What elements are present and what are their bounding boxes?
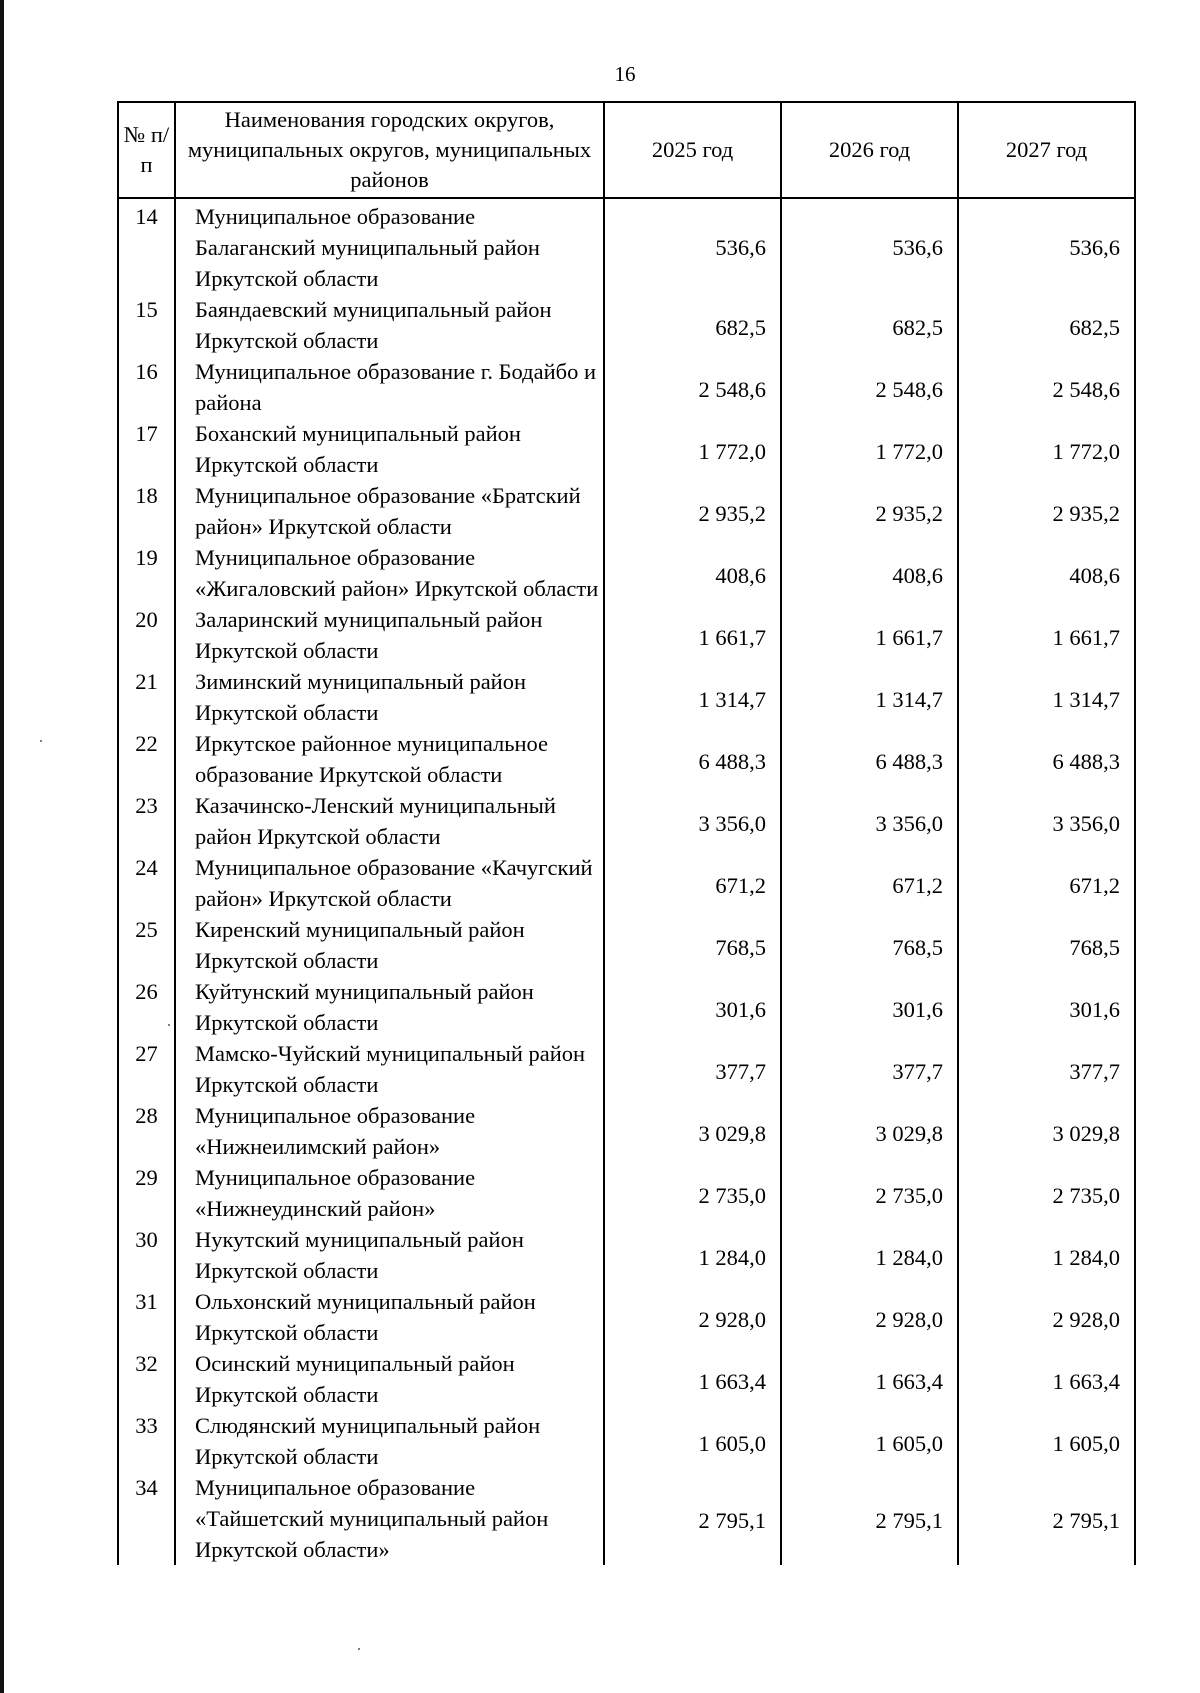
table-row	[118, 852, 1135, 914]
value-2027: 6 488,3	[958, 728, 1135, 790]
row-num: 31	[118, 1286, 175, 1348]
value-2027: 536,6	[958, 198, 1135, 294]
row-num: 20	[118, 604, 175, 666]
value-2026: 1 663,4	[781, 1348, 958, 1410]
row-num: 32	[118, 1348, 175, 1410]
table-row	[118, 480, 1135, 542]
row-num: 27	[118, 1038, 175, 1100]
row-num: 19	[118, 542, 175, 604]
row-name: Муниципальное образование «Братский район» Иркутской области	[175, 480, 604, 542]
value-2027: 3 356,0	[958, 790, 1135, 852]
value-2026: 2 795,1	[781, 1472, 958, 1565]
table-row	[118, 1100, 1135, 1162]
row-name: Муниципальное образование «Нижнеилимский район»	[175, 1100, 604, 1162]
value-2025: 2 928,0	[604, 1286, 781, 1348]
table-row	[118, 1162, 1135, 1224]
value-2027: 408,6	[958, 542, 1135, 604]
value-2027: 682,5	[958, 294, 1135, 356]
row-num: 28	[118, 1100, 175, 1162]
row-name: Муниципальное образование «Качугский район» Иркутской области	[175, 852, 604, 914]
value-2027: 1 605,0	[958, 1410, 1135, 1472]
value-2027: 301,6	[958, 976, 1135, 1038]
value-2026: 1 605,0	[781, 1410, 958, 1472]
value-2025: 768,5	[604, 914, 781, 976]
data-table	[117, 101, 1136, 1565]
header-2027: 2027 год	[958, 102, 1135, 198]
value-2025: 2 735,0	[604, 1162, 781, 1224]
value-2027: 1 772,0	[958, 418, 1135, 480]
row-name: Муниципальное образование «Жигаловский район» Иркутской области	[175, 542, 604, 604]
row-name: Зиминский муниципальный район Иркутской области	[175, 666, 604, 728]
value-2026: 6 488,3	[781, 728, 958, 790]
table-row	[118, 1472, 1135, 1565]
header-row	[118, 102, 1135, 198]
row-num: 21	[118, 666, 175, 728]
row-name: Муниципальное образование «Тайшетский муниципальный район Иркутской области»	[175, 1472, 604, 1565]
page-number: 16	[614, 62, 636, 86]
row-name: Баяндаевский муниципальный район Иркутской области	[175, 294, 604, 356]
value-2025: 536,6	[604, 198, 781, 294]
value-2027: 2 735,0	[958, 1162, 1135, 1224]
row-num: 16	[118, 356, 175, 418]
value-2027: 768,5	[958, 914, 1135, 976]
value-2025: 1 772,0	[604, 418, 781, 480]
value-2026: 1 661,7	[781, 604, 958, 666]
header-2025: 2025 год	[604, 102, 781, 198]
row-num: 17	[118, 418, 175, 480]
value-2026: 377,7	[781, 1038, 958, 1100]
value-2026: 671,2	[781, 852, 958, 914]
value-2025: 1 284,0	[604, 1224, 781, 1286]
row-name: Ольхонский муниципальный район Иркутской области	[175, 1286, 604, 1348]
table-row	[118, 604, 1135, 666]
value-2027: 2 935,2	[958, 480, 1135, 542]
value-2025: 6 488,3	[604, 728, 781, 790]
row-name: Заларинский муниципальный район Иркутской области	[175, 604, 604, 666]
value-2025: 671,2	[604, 852, 781, 914]
table-row	[118, 542, 1135, 604]
value-2026: 1 772,0	[781, 418, 958, 480]
table-row	[118, 790, 1135, 852]
value-2027: 2 548,6	[958, 356, 1135, 418]
table-row	[118, 1348, 1135, 1410]
value-2025: 2 935,2	[604, 480, 781, 542]
row-num: 14	[118, 198, 175, 294]
header-name: Наименования городских округов, муниципальных округов, муниципальных районов	[175, 102, 604, 198]
row-num: 23	[118, 790, 175, 852]
value-2025: 377,7	[604, 1038, 781, 1100]
row-num: 24	[118, 852, 175, 914]
value-2026: 768,5	[781, 914, 958, 976]
header-2026: 2026 год	[781, 102, 958, 198]
value-2026: 408,6	[781, 542, 958, 604]
scan-speck	[168, 1024, 170, 1026]
value-2026: 2 928,0	[781, 1286, 958, 1348]
row-name: Казачинско-Ленский муниципальный район Иркутской области	[175, 790, 604, 852]
row-name: Боханский муниципальный район Иркутской области	[175, 418, 604, 480]
row-name: Мамско-Чуйский муниципальный район Иркутской области	[175, 1038, 604, 1100]
value-2026: 682,5	[781, 294, 958, 356]
table-row	[118, 1286, 1135, 1348]
value-2026: 536,6	[781, 198, 958, 294]
row-num: 25	[118, 914, 175, 976]
header-num: № п/п	[118, 102, 175, 198]
value-2027: 2 928,0	[958, 1286, 1135, 1348]
value-2026: 1 284,0	[781, 1224, 958, 1286]
value-2027: 1 284,0	[958, 1224, 1135, 1286]
value-2026: 3 029,8	[781, 1100, 958, 1162]
row-num: 26	[118, 976, 175, 1038]
table-row	[118, 976, 1135, 1038]
table-row	[118, 666, 1135, 728]
value-2025: 301,6	[604, 976, 781, 1038]
value-2025: 3 029,8	[604, 1100, 781, 1162]
row-name: Иркутское районное муниципальное образование Иркутской области	[175, 728, 604, 790]
value-2026: 2 935,2	[781, 480, 958, 542]
table-row	[118, 1410, 1135, 1472]
table-row	[118, 728, 1135, 790]
value-2027: 1 314,7	[958, 666, 1135, 728]
table-row	[118, 1038, 1135, 1100]
value-2027: 3 029,8	[958, 1100, 1135, 1162]
value-2025: 408,6	[604, 542, 781, 604]
row-num: 33	[118, 1410, 175, 1472]
row-num: 34	[118, 1472, 175, 1565]
value-2027: 671,2	[958, 852, 1135, 914]
value-2026: 3 356,0	[781, 790, 958, 852]
row-name: Слюдянский муниципальный район Иркутской области	[175, 1410, 604, 1472]
row-num: 22	[118, 728, 175, 790]
table-row	[118, 356, 1135, 418]
row-num: 30	[118, 1224, 175, 1286]
table-row	[118, 1224, 1135, 1286]
value-2025: 682,5	[604, 294, 781, 356]
value-2025: 3 356,0	[604, 790, 781, 852]
value-2027: 2 795,1	[958, 1472, 1135, 1565]
row-name: Киренский муниципальный район Иркутской области	[175, 914, 604, 976]
scan-speck	[40, 740, 42, 742]
value-2026: 2 735,0	[781, 1162, 958, 1224]
row-name: Куйтунский муниципальный район Иркутской области	[175, 976, 604, 1038]
value-2025: 1 663,4	[604, 1348, 781, 1410]
row-num: 15	[118, 294, 175, 356]
value-2026: 2 548,6	[781, 356, 958, 418]
table-row	[118, 294, 1135, 356]
value-2025: 1 314,7	[604, 666, 781, 728]
row-name: Муниципальное образование г. Бодайбо и района	[175, 356, 604, 418]
table-row	[118, 914, 1135, 976]
value-2025: 2 548,6	[604, 356, 781, 418]
table-row	[118, 418, 1135, 480]
row-num: 29	[118, 1162, 175, 1224]
value-2027: 1 661,7	[958, 604, 1135, 666]
value-2027: 1 663,4	[958, 1348, 1135, 1410]
row-name: Муниципальное образование «Нижнеудинский район»	[175, 1162, 604, 1224]
value-2026: 1 314,7	[781, 666, 958, 728]
row-name: Муниципальное образование Балаганский муниципальный район Иркутской области	[175, 198, 604, 294]
value-2025: 1 661,7	[604, 604, 781, 666]
value-2025: 1 605,0	[604, 1410, 781, 1472]
value-2025: 2 795,1	[604, 1472, 781, 1565]
value-2026: 301,6	[781, 976, 958, 1038]
value-2027: 377,7	[958, 1038, 1135, 1100]
table-row	[118, 198, 1135, 294]
row-name: Нукутский муниципальный район Иркутской области	[175, 1224, 604, 1286]
scan-speck	[358, 1648, 360, 1650]
row-name: Осинский муниципальный район Иркутской области	[175, 1348, 604, 1410]
row-num: 18	[118, 480, 175, 542]
scan-edge	[0, 0, 4, 1693]
